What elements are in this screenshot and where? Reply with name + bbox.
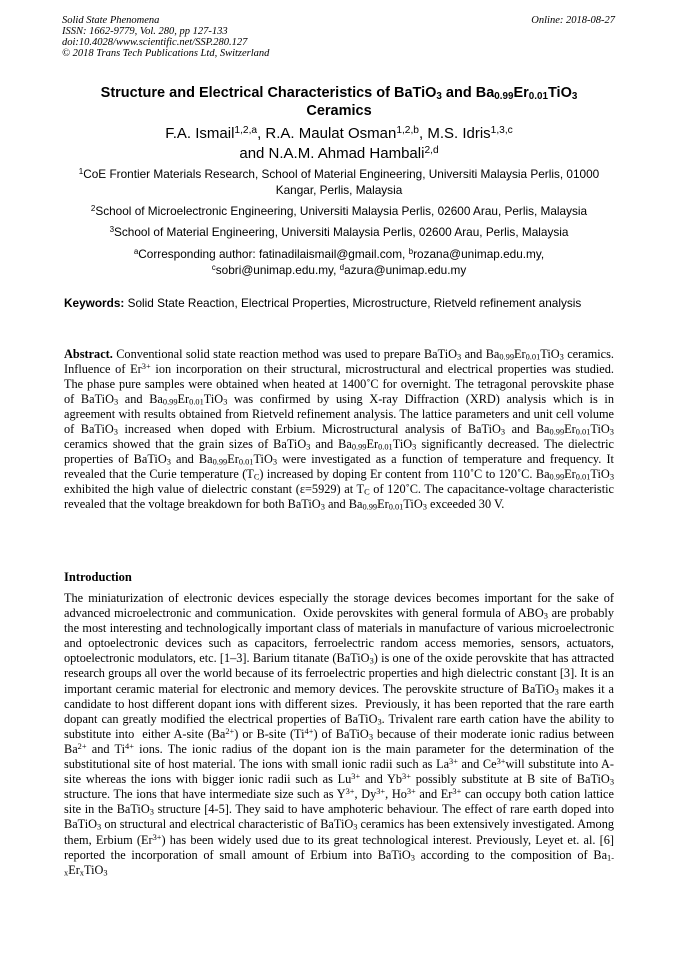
- doi-line: doi:10.4028/www.scientific.net/SSP.280.127: [62, 37, 248, 48]
- paper-title: Structure and Electrical Characteristics of BaTiO$_3$ and $Ba_{0.99}Er_{0.01}TiO_3$ Ceramics: [100, 85, 578, 119]
- author-list: F.A. Ismail$^{1,2,a}$, R.A. Maulat Osman$^{1,2,b}$, M.S. Idris$^{1,3,c}$ and N.A.M. Ahmad Hambali$^{2,d}$: [165, 124, 513, 162]
- abstract-text: Conventional solid state reaction method was used to prepare BaTiO$_3$ and $Ba_{0.99}Er_{0.01}TiO_3$ ceramics. Influence of $Er^{3+}$ ion incorporation on their structural, microstructural and electrical properties was studied. The phase pure samples were obtained when heated at 1400˚C for overnight. The tetragonal perovskite phase of BaTiO$_3$ and $Ba_{0.99}Er_{0.01}TiO_3$ was confirmed by using X-ray Diffraction (XRD) analysis which is in agreement with results obtained from Rietveld refinement analysis. The lattice parameters and unit cell volume of BaTiO$_3$ increased when doped with Erbium. Microstructural analysis of BaTiO$_3$ and $Ba_{0.99}Er_{0.01}TiO_3$ ceramics showed that the grain sizes of BaTiO$_3$ and $Ba_{0.99}Er_{0.01}TiO_3$ significantly decreased. The dielectric properties of BaTiO$_3$ and $Ba_{0.99}Er_{0.01}TiO_3$ were investigated as a function of temperature and frequency. It revealed that the Curie temperature $(T_C)$ increased by doping Er content from 110˚C to 120˚C. $Ba_{0.99}Er_{0.01}TiO_3$ exhibited the high value of dielectric constant (ε=5929) at $T_C$ of 120˚C. The capacitance-voltage characteristic revealed that the voltage breakdown for both BaTiO$_3$ and $Ba_{0.99}Er_{0.01}TiO_3$ exceeded 30 V.: [64, 347, 614, 513]
- affiliation-2: $^2$School of Microelectronic Engineering, Universiti Malaysia Perlis, 02600 Arau, Perlis, Malaysia: [90, 204, 588, 218]
- affiliation-3: $^3$School of Material Engineering, Universiti Malaysia Perlis, 02600 Arau, Perlis, Malaysia: [109, 225, 569, 239]
- journal-name: Solid State Phenomena: [62, 15, 160, 26]
- email-list: $^a$Corresponding author: fatinadilaismail@gmail.com, $^b$rozana@unimap.edu.my, $^c$sobri@unimap.edu.my, $^d$azura@unimap.edu.my: [133, 247, 545, 277]
- introduction-text: The miniaturization of electronic devices especially the storage devices becomes important for the sake of advanced microelectronic and communication. Oxide perovskites with general formula of $ABO_3$ are probably the most interesting and technologically important class of materials in manufacture of various microelectronic and optoelectronic devices such as capacitors, ferroelectric random access memories, sensors, actuators, optoelectronic modulators, etc. [1–3]. Barium titanate (BaTiO$_3$) is one of the oxide perovskite that has attracted research groups all over the world because of its ferroelectric properties and high dielectric constant [3]. It is an important ceramic material for electronic and memory devices. The perovskite structure of BaTiO$_3$ makes it a candidate to host different dopant ions with different sizes. Previously, it has been reported that the rare earth dopant can greatly modified the electrical properties of BaTiO$_3$. Trivalent rare earth cation have the ability to substitute into either A-site $(Ba^{2+})$ or B-site $(Ti^{4+})$ of BaTiO$_3$ because of their moderate ionic radius between $Ba^{2+}$ and $Ti^{4+}$ ions. The ionic radius of the dopant ion is the main parameter for the determination of the substitutional site of host material. The ions with small ionic radii such as $La^{3+}$ and $Ce^{3+}will$ substitute into A- site whereas the ions with bigger ionic radii such as $Lu^{3+}$ and $Yb^{3+}$ possibly substitute at B site of BaTiO$_3$ structure. The ions that have intermediate size such as $Y^{3+}$, $Dy^{3+}$, $Ho^{3+}$ and $Er^{3+}$ can occupy both cation lattice site in the BaTiO$_3$ structure [4-5]. They said to have amphoteric behaviour. The effect of rare earth doped into BaTiO$_3$ on structural and electrical characteristic of BaTiO$_3$ ceramics has been extensively investigated. Among them, Erbium $(Er^{3+})$ has been widely used due to its great technological interest. Previously, Leyet et. al. [6] reported the incorporation of small amount of Erbium into BaTiO$_3$ according to the composition of $Ba_{1-x}Er_xTiO_3$: [64, 591, 615, 878]
- abstract-label: Abstract.: [64, 347, 113, 361]
- affiliation-1: $^1$CoE Frontier Materials Research, School of Material Engineering, Universiti Malaysia Perlis, 01000 Kangar, Perlis, Malaysia: [78, 167, 600, 197]
- abstract: [64, 347, 614, 513]
- copyright-line: © 2018 Trans Tech Publications Ltd, Switzerland: [62, 48, 270, 59]
- online-date: Online: 2018-08-27: [531, 15, 615, 26]
- issn-line: ISSN: 1662-9779, Vol. 280, pp 127-133: [62, 26, 228, 37]
- keywords: [64, 296, 614, 311]
- journal-header: [62, 15, 615, 59]
- keywords-label: Keywords:: [64, 296, 125, 310]
- section-heading-introduction: Introduction: [64, 570, 132, 584]
- keywords-text: Solid State Reaction, Electrical Properties, Microstructure, Rietveld refinement analysis: [124, 296, 582, 310]
